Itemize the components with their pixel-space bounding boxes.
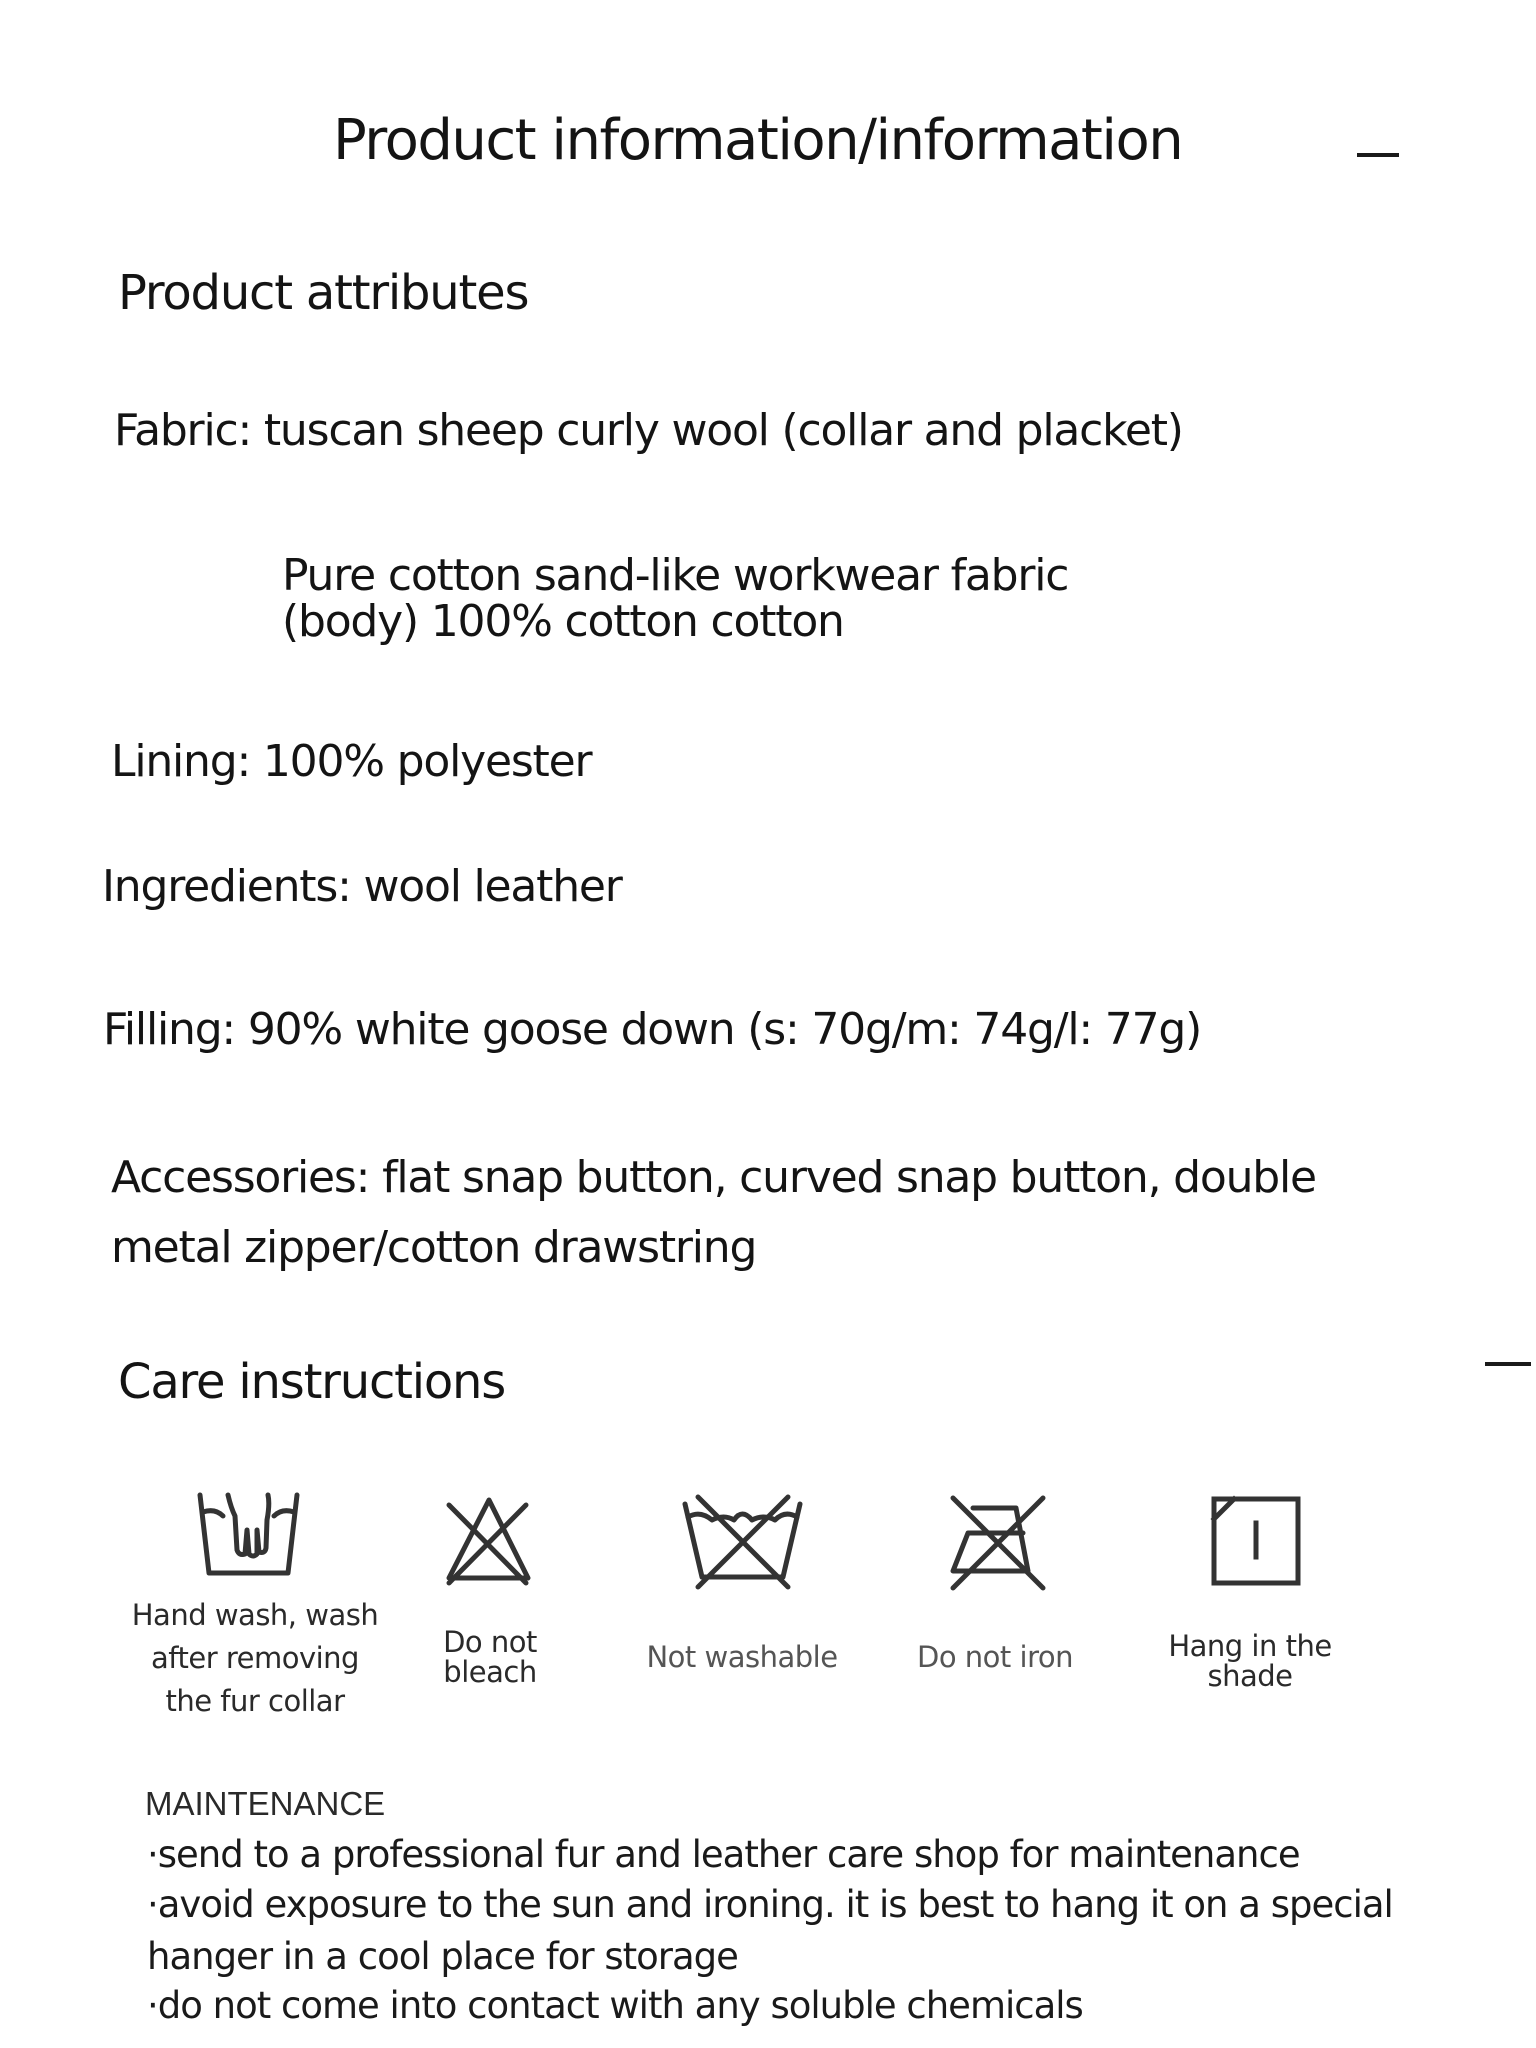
divider-dash: [1485, 1362, 1531, 1366]
dry-in-shade-icon: [1210, 1495, 1302, 1587]
care-label-do-not-iron: Do not iron: [917, 1640, 1073, 1674]
maintenance-heading: MAINTENANCE: [145, 1785, 386, 1822]
do-not-iron-icon: [948, 1493, 1048, 1593]
do-not-bleach-icon: [444, 1495, 534, 1590]
hand-wash-icon: [195, 1490, 305, 1580]
attr-fabric-body-line2: (body) 100% cotton cotton: [282, 596, 844, 647]
attr-accessories-line2: metal zipper/cotton drawstring: [111, 1222, 757, 1273]
maintenance-line: hanger in a cool place for storage: [147, 1935, 738, 1978]
maintenance-line: ·do not come into contact with any soluble chemicals: [147, 1984, 1083, 2027]
maintenance-line: ·avoid exposure to the sun and ironing. it is best to hang it on a special: [147, 1883, 1393, 1926]
page-title: Product information/information: [333, 108, 1183, 173]
section-heading-attributes: Product attributes: [118, 265, 529, 321]
section-heading-care: Care instructions: [118, 1354, 506, 1410]
care-label-hang-in-shade: Hang in the shade: [1168, 1629, 1332, 1693]
divider-dash: [1357, 153, 1399, 157]
care-label-not-washable: Not washable: [646, 1640, 838, 1674]
maintenance-line: ·send to a professional fur and leather care shop for maintenance: [147, 1833, 1300, 1876]
attr-fabric: Fabric: tuscan sheep curly wool (collar and placket): [114, 405, 1183, 456]
attr-lining: Lining: 100% polyester: [111, 736, 592, 787]
attr-accessories-line1: Accessories: flat snap button, curved snap button, double: [111, 1152, 1316, 1203]
attr-filling: Filling: 90% white goose down (s: 70g/m: 74g/l: 77g): [103, 1004, 1202, 1055]
attr-fabric-body-line1: Pure cotton sand-like workwear fabric: [282, 550, 1069, 601]
care-label-hand-wash: Hand wash, wash after removing the fur collar: [131, 1598, 379, 1718]
not-washable-icon: [680, 1492, 805, 1592]
care-label-do-not-bleach: Do not bleach: [443, 1625, 537, 1689]
attr-ingredients: Ingredients: wool leather: [102, 861, 622, 912]
